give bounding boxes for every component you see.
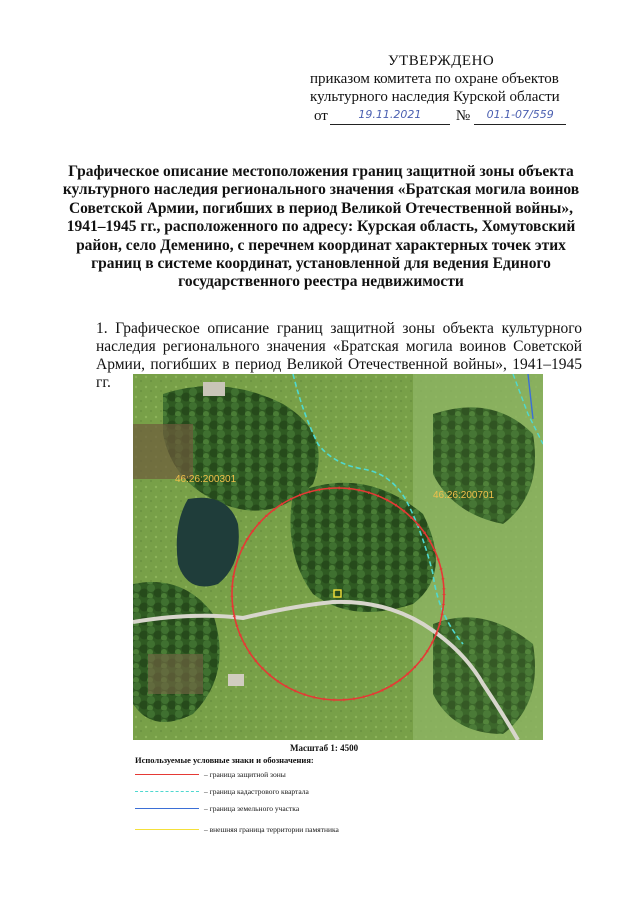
map-graphic — [133, 374, 543, 740]
legend-swatch-blue — [135, 808, 199, 809]
legend-title: Используемые условные знаки и обозначения: — [135, 755, 314, 765]
date-value: 19.11.2021 — [330, 108, 450, 125]
map-building-1 — [203, 382, 225, 396]
map-plot-2 — [148, 654, 203, 694]
legend-label: – граница земельного участка — [204, 803, 300, 813]
legend-swatch-red — [135, 774, 199, 775]
legend-label: – внешняя граница территории памятника — [204, 824, 339, 834]
approval-line-2: культурного наследия Курской области — [310, 89, 560, 105]
approval-stamp — [300, 52, 620, 125]
legend-swatch-yellow — [135, 829, 199, 830]
map-building-2 — [228, 674, 244, 686]
legend-label: – граница кадастрового квартала — [204, 786, 309, 796]
document-heading: Графическое описание местоположения границ защитной зоны объекта культурного наследия регионального значения «Братская могила воинов Советской Армии, погибших в период Великой Отечественной войны», 1941–1945 гг., расположенного по адресу: Курская область, Хомутовский район, село Деменино, с перечнем координат характерных точек этих границ в системе координат, установленной для ведения Единого государственного реестра недвижимости — [62, 163, 580, 291]
legend-item-protection-zone — [135, 768, 286, 780]
legend-item-land-plot — [135, 802, 299, 814]
approval-line-1: приказом комитета по охране объектов — [310, 71, 559, 87]
approval-signature-row — [300, 107, 620, 125]
aerial-map — [133, 374, 543, 740]
paragraph-text: 1. Графическое описание границ защитной зоны объекта культурного наследия регионального значения «Братская могила воинов Советской Армии, погибших в период Великой Отечественной войны», 1941–1945 гг. — [96, 320, 582, 391]
legend-label: – граница защитной зоны — [204, 769, 286, 779]
approval-title: УТВЕРЖДЕНО — [388, 53, 495, 69]
map-scale: Масштаб 1: 4500 — [290, 743, 359, 753]
number-value: 01.1-07/559 — [474, 108, 566, 125]
cadastral-label-west: 46:26:200301 — [175, 474, 237, 485]
legend-item-cadastral-quarter — [135, 785, 309, 797]
map-plot-1 — [133, 424, 193, 479]
date-label: от — [314, 108, 328, 124]
legend-swatch-cyan — [135, 791, 199, 792]
legend-item-monument-territory — [135, 823, 339, 835]
number-label: № — [455, 108, 471, 124]
cadastral-label-east: 46:26:200701 — [433, 490, 495, 501]
